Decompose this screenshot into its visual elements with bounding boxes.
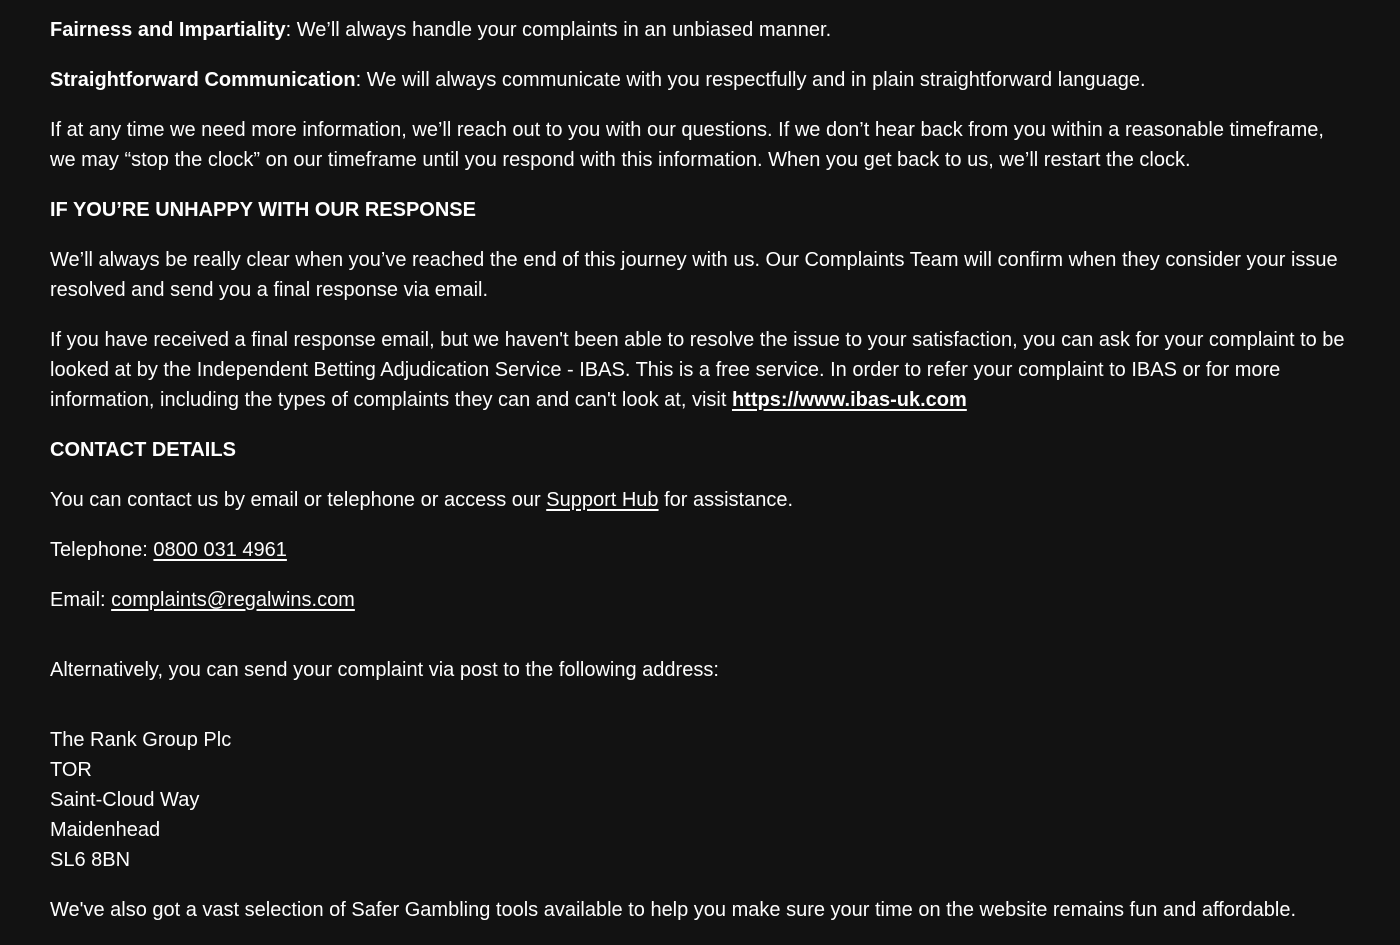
final-response-paragraph: We’ll always be really clear when you’ve reached the end of this journey with us. Our Complaints Team will confirm when they consider your issue resolved and send you a final response via email. xyxy=(50,249,1338,301)
telephone-label: Telephone: xyxy=(50,539,154,561)
communication-label: Straightforward Communication xyxy=(50,69,356,91)
safer-gambling-paragraph: We've also got a vast selection of Safer Gambling tools available to help you make sure your time on the website remains fun and affordable. xyxy=(50,899,1296,921)
address-line-building: TOR xyxy=(50,759,92,781)
contact-heading: CONTACT DETAILS xyxy=(50,439,236,461)
telephone-paragraph xyxy=(50,535,1350,565)
email-link[interactable]: complaints@regalwins.com xyxy=(111,589,355,611)
complaints-content xyxy=(50,15,1350,945)
address-line-town: Maidenhead xyxy=(50,819,161,841)
communication-text: : We will always communicate with you respectfully and in plain straightforward language. xyxy=(355,69,1146,91)
communication-paragraph xyxy=(50,65,1350,95)
post-intro-paragraph: Alternatively, you can send your complaint via post to the following address: xyxy=(50,659,719,681)
address-line-postcode: SL6 8BN xyxy=(50,849,131,871)
email-paragraph xyxy=(50,585,1350,615)
email-label: Email: xyxy=(50,589,112,611)
fairness-label: Fairness and Impartiality xyxy=(50,19,286,41)
contact-intro-before: You can contact us by email or telephone or access our xyxy=(50,489,547,511)
postal-address xyxy=(50,725,1350,875)
fairness-text: : We’ll always handle your complaints in an unbiased manner. xyxy=(285,19,832,41)
ibas-link[interactable]: https://www.ibas-uk.com xyxy=(731,389,967,411)
contact-intro-paragraph xyxy=(50,485,1350,515)
fairness-paragraph xyxy=(50,15,1350,45)
ibas-text: If you have received a final response email, but we haven't been able to resolve the issue to your satisfaction, you can ask for your complaint to be looked at by the Independent Betting Adjudication Service - IBAS. This is a free service. In order to refer your complaint to IBAS or for more information, including the types of complaints they can and can't look at, visit xyxy=(50,329,1345,411)
address-line-street: Saint-Cloud Way xyxy=(50,789,200,811)
unhappy-heading: IF YOU’RE UNHAPPY WITH OUR RESPONSE xyxy=(50,199,476,221)
telephone-link[interactable]: 0800 031 4961 xyxy=(153,539,287,561)
info-paragraph: If at any time we need more information, we’ll reach out to you with our questions. If we don’t hear back from you within a reasonable timeframe, we may “stop the clock” on our timeframe until you respond with this information. When you get back to us, we’ll restart the clock. xyxy=(50,119,1324,171)
ibas-paragraph xyxy=(50,325,1350,415)
contact-intro-after: for assistance. xyxy=(658,489,794,511)
address-line-company: The Rank Group Plc xyxy=(50,729,232,751)
support-hub-link[interactable]: Support Hub xyxy=(546,489,659,511)
